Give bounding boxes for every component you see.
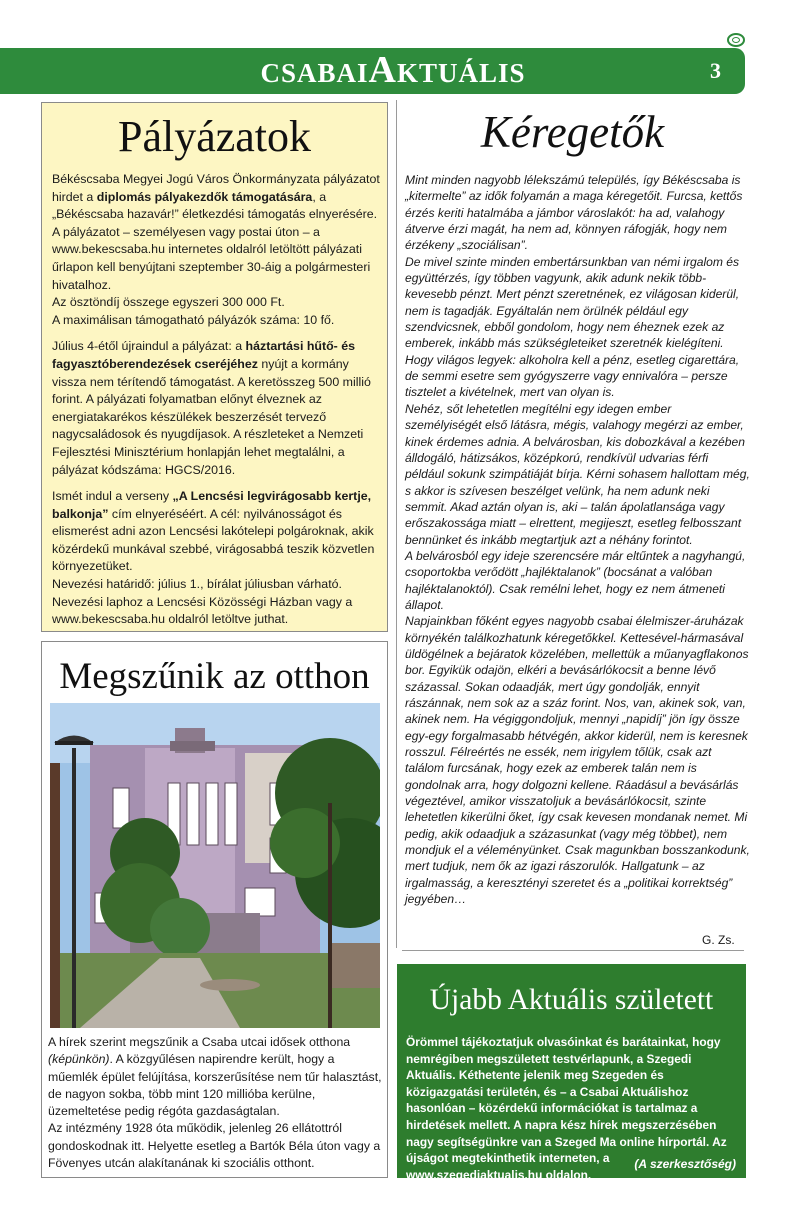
masthead-initial: A bbox=[368, 49, 397, 91]
text-span: Nevezési határidő: július 1., bírálat júliusban várható. Nevezési laphoz a Lencsési Közösségi Házban vagy a www.bekescsaba.hu oldalról letöltve juthat. bbox=[52, 577, 353, 627]
palyazatok-box bbox=[41, 102, 388, 632]
text-span: . A közgyűlésen napirendre került, hogy a műemlék épület felújítása, korszerűsítése nem tűr halasztást, de nagyon sokba, több mint 120 millióba kerülne, üzemeltetése pedig régóta gazdaságtalan. bbox=[48, 1052, 382, 1119]
keregetok-paragraph: A belvárosból egy ideje szerencsére már eltűntek a nagyhangú, csoportokba verődött „hajléktalanok” (bocsánat a valóban hajléktalanoktól). Csak remélni lehet, hogy ez nem átmeneti állapot. bbox=[405, 548, 746, 612]
masthead-rest: KTUÁLIS bbox=[396, 58, 526, 88]
palyazatok-text bbox=[52, 171, 382, 638]
keregetok-signature: G. Zs. bbox=[702, 933, 735, 947]
text-span: Békéscsaba Megyei Jogú Város Önkormányzata pályázatot hirdet a bbox=[52, 172, 380, 204]
ujabb-text: Örömmel tájékoztatjuk olvasóinkat és barátainkat, hogy nemrégiben megszületett testvérlapunk, a Szegedi Aktuális. Kéthetente jelenik meg Szegeden és közigazgatási területén, és – a Csabai Aktuálishoz hasonlóan – közérdekű információkat is tartalmaz a hirdetések mellett. A napra kész hírek megszerzésében nagy segítségünkre van a Szeged Ma online hírportál. Az újságot megtekinthetik interneten, a www.szegediaktualis.hu oldalon. bbox=[406, 1035, 727, 1182]
text-span: nyújt a kormány vissza nem térítendő támogatást. A keretösszeg 500 millió forint. A pályázati folyamatban előnyt élveznek az energiatakarékos készülékek beszerzését tervező nagycsaládosok és nyugdíjasok. A részleteket a Nemzeti Fejlesztési Minisztérium honlapján lehet megtalálni, a pályázat kódszáma: HGCS/2016. bbox=[52, 356, 371, 477]
palyazatok-paragraph-1 bbox=[52, 171, 382, 329]
header-swirl-icon bbox=[727, 33, 745, 47]
palyazatok-paragraph-2 bbox=[52, 338, 382, 479]
italic-span: (képünkön) bbox=[48, 1052, 110, 1067]
text-span: A hírek szerint megszűnik a Csaba utcai idősek otthona bbox=[48, 1035, 351, 1049]
palyazatok-paragraph-3 bbox=[52, 488, 382, 629]
bold-span: „A Lencsési legvirágosabb kertje, balkonja” bbox=[52, 489, 372, 521]
bold-span: diplomás pályakezdők támogatására bbox=[96, 189, 313, 204]
elderly-home-photo bbox=[50, 703, 380, 1028]
keregetok-paragraph: Nehéz, sőt lehetetlen megítélni egy idegen ember személyiségét első látásra, mégis, valahogy megérzi az ember, kinek érdemes adnia. A belvárosban, kis dobozkával a kezében álldogáló, hátizsákos, középkorú, rendkívül udvarias férfi például sokunk szimpátiáját bírja. Kérni sohasem hallottam még, s akkor is szívesen beszélget velünk, ha nem adunk neki semmit. Akad aztán olyan is, aki – talán ápolatlansága vagy erőszakossága miatt – elrettent, megijeszt, esetleg felbosszant bennünket és inkább megtartjuk azt a néhány forintot. bbox=[405, 401, 750, 547]
megszunik-text bbox=[48, 1034, 382, 1172]
keregetok-paragraph: De mivel szinte minden embertársunkban van némi irgalom és együttérzés, így többen vagyunk, akik adunk nekik több-kevesebb pénzt. Mert pénzt szeretnének, ez világosan kiderül, nem is tagadják. Egyáltalán nem örülnék például egy szendvicsnek, ebből gondolom, hogy nem éheznek ezek az emberek, inkább más szükségleteiket szeretnék kielégíteni. Hogy világos legyek: alkoholra kell a pénz, esetleg cigarettára, de semmi esetre sem gyógyszerre vagy ennivalóra – persze tisztelet a kivételnek, mert van olyan is. bbox=[405, 254, 740, 400]
keregetok-title: Kéregetők bbox=[480, 107, 665, 157]
text-span: Július 4-étől újraindul a pályázat: a bbox=[52, 339, 246, 354]
text-span: Ismét indul a verseny bbox=[52, 489, 173, 504]
text-span: Az intézmény 1928 óta működik, jelenleg 26 ellátottról gondoskodnak itt. Helyette esetleg a Bartók Béla úton vagy a Fövenyes utcán alakítanának ki szociális otthont. bbox=[48, 1121, 381, 1171]
text-span: cím elnyeréséért. A cél: nyilvánosságot és elismerést adni azon Lencsési lakótelepi polgároknak, akik közérdekű munkával szebbé, virágosabbá teszik közvetlen környezetüket. bbox=[52, 506, 375, 574]
ujabb-title: Újabb Aktuális született bbox=[429, 984, 714, 1016]
megszunik-title: Megszűnik az otthon bbox=[59, 656, 370, 697]
keregetok-paragraph: Napjainkban főként egyes nagyobb csabai élelmiszer-áruházak környékén találkozhatunk kéregetőkkel. Kettesével-hármasával üldögélnek a bejáratok közelében, mellettük a műanyagflakonos bor. Egyikük odajön, elkéri a bevásárlókocsit a benne lévő százassal. Sokan odaadják, mert úgy gondolják, ennyit rászánnak, nem sok az a száz forint. Nos, van, akinek sok, van, akinek nem. Ha végiggondoljuk, mennyi „napidíj” jön így össze egy-egy forgalmasabb hétvégén, akkor kiderül, nem is keresnek rosszul. Félreértés ne essék, nem irigylem tőlük, csak azt találom furcsának, hogy ezek az emberek talán nem is gondolnak arra, hogy dolgozni kellene. Ráadásul a bevásárlás végeztével, amikor visszatoljuk a bevásárlókocsit, szinte lehetetlen kikerülni őket, így csak kevesen mondanak nemet. Mi pedig, akik odaadjuk a százasunkat (vagy még többet), nem mondjuk el a véleményünket. Csak magunkban bosszankodunk, mert tudjuk, nem ők az igazi rászorulók. Hallgatunk – az irgalmasság, a keresztényi szeretet és a „politikai korrektség” jegyében… bbox=[405, 614, 750, 907]
building-illustration bbox=[50, 703, 380, 1028]
ujabb-box bbox=[397, 964, 746, 1182]
keregetok-paragraph: Mint minden nagyobb lélekszámú település, így Békéscsaba is „kitermelte” az idők folyamán a maga kéregetőit. Furcsa, kettős érzés keriti hatalmába a jámbor városlakót: ha ad, valahogy átverve érzi magát, ha nem ad, könnyen ráfogják, hogy nem érzékeny „szociálisan”. bbox=[405, 173, 743, 253]
column-divider bbox=[396, 100, 397, 948]
megszunik-box bbox=[41, 641, 388, 1178]
keregetok-text bbox=[405, 172, 750, 907]
page-number: 3 bbox=[710, 58, 721, 83]
masthead bbox=[0, 50, 786, 93]
ujabb-signature: (A szerkesztőség) bbox=[634, 1157, 736, 1171]
masthead-first-word: CSABAI bbox=[260, 58, 369, 88]
text-span: , a „Békéscsaba hazavár!” életkezdési támogatás elnyerésére. A pályázatot – személyesen vagy postai úton – a www.bekescsaba.hu internetes oldalról letöltött pályázati űrlapon kell benyújtani szeptember 30-áig a polgármesteri hivatalhoz. bbox=[52, 189, 378, 292]
text-span: Az ösztöndíj összege egyszeri 300 000 Ft. bbox=[52, 295, 285, 310]
keregetok-rule bbox=[402, 950, 744, 951]
bold-span: háztartási hűtő- és fagyasztóberendezések cseréjéhez bbox=[52, 339, 356, 371]
text-span: A maximálisan támogatható pályázók száma: 10 fő. bbox=[52, 312, 335, 327]
palyazatok-title: Pályázatok bbox=[117, 112, 312, 161]
